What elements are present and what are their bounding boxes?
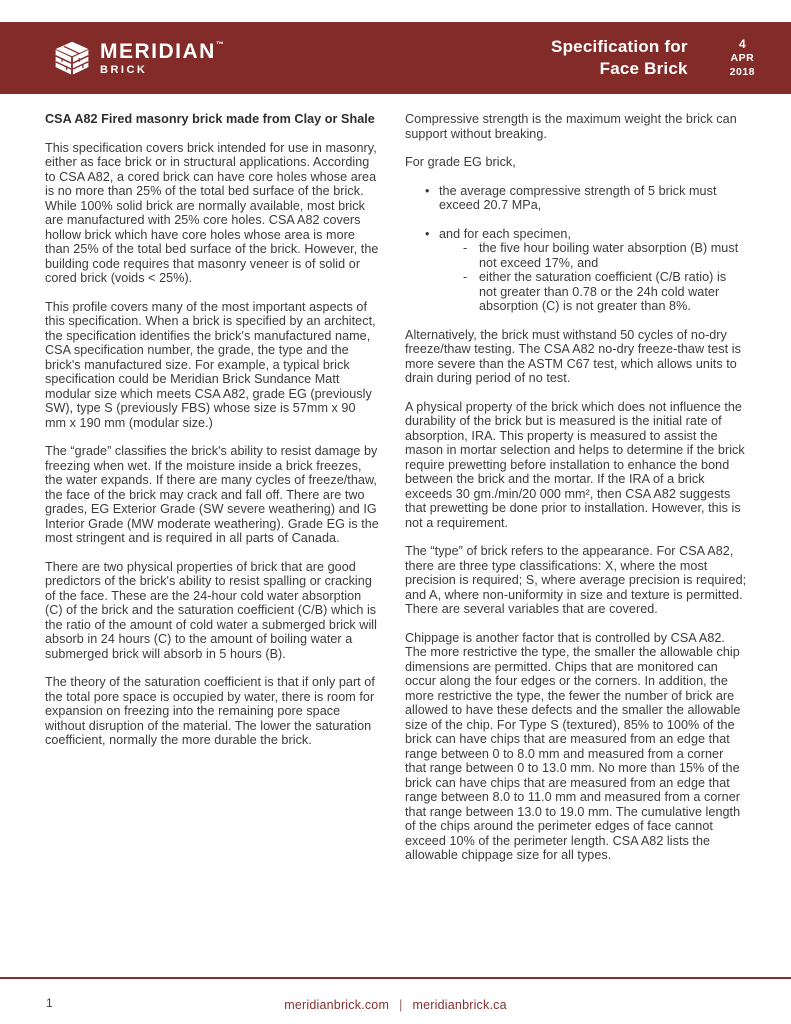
section-heading: CSA A82 Fired masonry brick made from Clay or Shale (45, 112, 375, 126)
document-title-line2: Face Brick (599, 59, 688, 78)
bullet-text: the average compressive strength of 5 brick must exceed 20.7 MPa, (439, 183, 717, 212)
sub-item-text: the five hour boiling water absorption (B) must not exceed 17%, and (479, 241, 739, 270)
paragraph: Compressive strength is the maximum weight the brick can support without breaking. (405, 112, 737, 141)
paragraph: The “type” of brick refers to the appearance. For CSA A82, there are three type classifications: X, where the most precision is required; S, where average precision is required; and A, where non-uniformity in size and texture is permitted. There are several variables that are covered. (405, 544, 747, 616)
footer-rule (0, 977, 791, 979)
brand-name: MERIDIAN (100, 39, 216, 63)
brand-text (100, 41, 224, 76)
document-title-line1: Specification for (551, 36, 688, 56)
paragraph: This specification covers brick intended for use in masonry, either as face brick or in structural applications. According to CSA A82, a cored brick can have core holes whose area is no more than 25% of the total bed surface of the brick. While 100% solid brick are normally available, most brick are manufactured with 25% core holes. CSA A82 covers hollow brick which have core holes whose area is more than 25% of the total bed surface of the brick. However, the building code requires that masonry veneer is of solid or cored brick (voids < 25%). (45, 140, 379, 285)
bullet-item (405, 184, 747, 213)
paragraph: The theory of the saturation coefficient is that if only part of the total pore space is occupied by water, there is room for expansion on freezing into the remaining pore space without disruption of the material. The lower the saturation coefficient, normally the more durable the brick. (45, 675, 375, 747)
footer-separator: | (399, 998, 403, 1012)
sub-item-text: either the saturation coefficient (C/B ratio) is not greater than 0.78 or the 24h cold water absorption (C) is not greater than 8%. (479, 270, 727, 313)
bullet-item (405, 227, 747, 314)
bullet-icon: • (425, 183, 430, 198)
footer-link-meridianbrick-ca[interactable]: meridianbrick.ca (412, 998, 507, 1012)
footer-links (0, 998, 791, 1012)
date-day: 4 (738, 37, 746, 52)
paragraph: Chippage is another factor that is controlled by CSA A82. The more restrictive the type, the smaller the allowable chip dimensions are permitted. Chips that are monitored can occur along the four edges or the corners. In addition, the more restrictive the type, the fewer the number of brick are allowed to have these defects and the smaller the allowable size of the chip. For Type S (textured), 85% to 100% of the brick can have chips that are measured from an edge that range between 0 to 8.0 mm and measured from a corner that range between 0 to 13.0 mm. No more than 15% of the brick can have chips that are measured from an edge that range between 8.0 to 11.0 mm and measured from a corner that range between 13.0 to 19.0 mm. The cumulative length of the chips around the perimeter edges of face cannot exceed 10% of the perimeter length. CSA A82 lists the allowable chippage size for all types. (405, 630, 741, 862)
date-block (730, 37, 755, 78)
brand-sub-name: BRICK (100, 63, 148, 76)
bullet-lead-text: and for each specimen, (439, 226, 572, 241)
left-column (45, 112, 379, 863)
footer-link-meridianbrick-com[interactable]: meridianbrick.com (284, 998, 390, 1012)
right-column (405, 112, 747, 863)
dash-icon: - (463, 270, 468, 284)
brick-stack-icon (52, 38, 92, 80)
brand-logo (52, 36, 224, 80)
paragraph: Alternatively, the brick must withstand 50 cycles of no-dry freeze/thaw testing. The CSA A82 no-dry freeze-thaw test is more severe than the ASTM C67 test, which allows units to drain during period of no test. (405, 327, 741, 385)
sub-item (439, 241, 747, 270)
paragraph: For grade EG brick, (405, 155, 516, 169)
sub-item (439, 270, 747, 314)
bullet-text (439, 227, 747, 314)
paragraph: A physical property of the brick which does not influence the durability of the brick but is measured is the initial rate of absorption, IRA. This property is measured to assist the mason in mortar selection and helps to determine if the brick require prewetting before installation to enhance the bond between the brick and the mortar. If the IRA of a brick exceeds 30 gm./min/20 000 mm², then CSA A82 suggests that prewetting be done prior to installation. However, this is not a requirement. (405, 399, 745, 530)
header-band (0, 22, 791, 94)
page-number: 1 (46, 996, 53, 1010)
dash-icon: - (463, 241, 468, 255)
date-month: APR (730, 52, 755, 65)
paragraph: This profile covers many of the most important aspects of this specification. When a brick is specified by an architect, the specification identifies the brick's manufactured name, CSA specification number, the grade, the type and the brick's manufactured size. For example, a typical brick specification could be Meridian Brick Sundance Matt modular size which meets CSA A82, grade EG (previously SW), type S (previously FBS) whose size is 57mm x 90 mm x 190 mm (modular size.) (45, 299, 376, 430)
brand-trademark: ™ (215, 39, 224, 49)
paragraph: There are two physical properties of brick that are good predictors of the brick's ability to resist spalling or cracking of the face. These are the 24-hour cold water absorption (C) of the brick and the saturation coefficient (C/B) which is the ratio of the amount of cold water a submerged brick will absorb in 24 hours (C) to the amount of boiling water a submerged brick will absorb in 5 hours (B). (45, 559, 377, 661)
paragraph: The “grade” classifies the brick's ability to resist damage by freezing when wet. If the moisture inside a brick freezes, the water expands. If there are many cycles of freeze/thaw, the face of the brick may crack and fall off. There are two grades, EG Exterior Grade (SW severe weathering) and IG Interior Grade (MW moderate weathering). Grade EG is the most stringent and is required in all parts of Canada. (45, 444, 379, 545)
bullet-icon: • (425, 226, 430, 241)
document-body (45, 112, 747, 863)
document-title (551, 36, 688, 80)
date-year: 2018 (729, 65, 755, 78)
